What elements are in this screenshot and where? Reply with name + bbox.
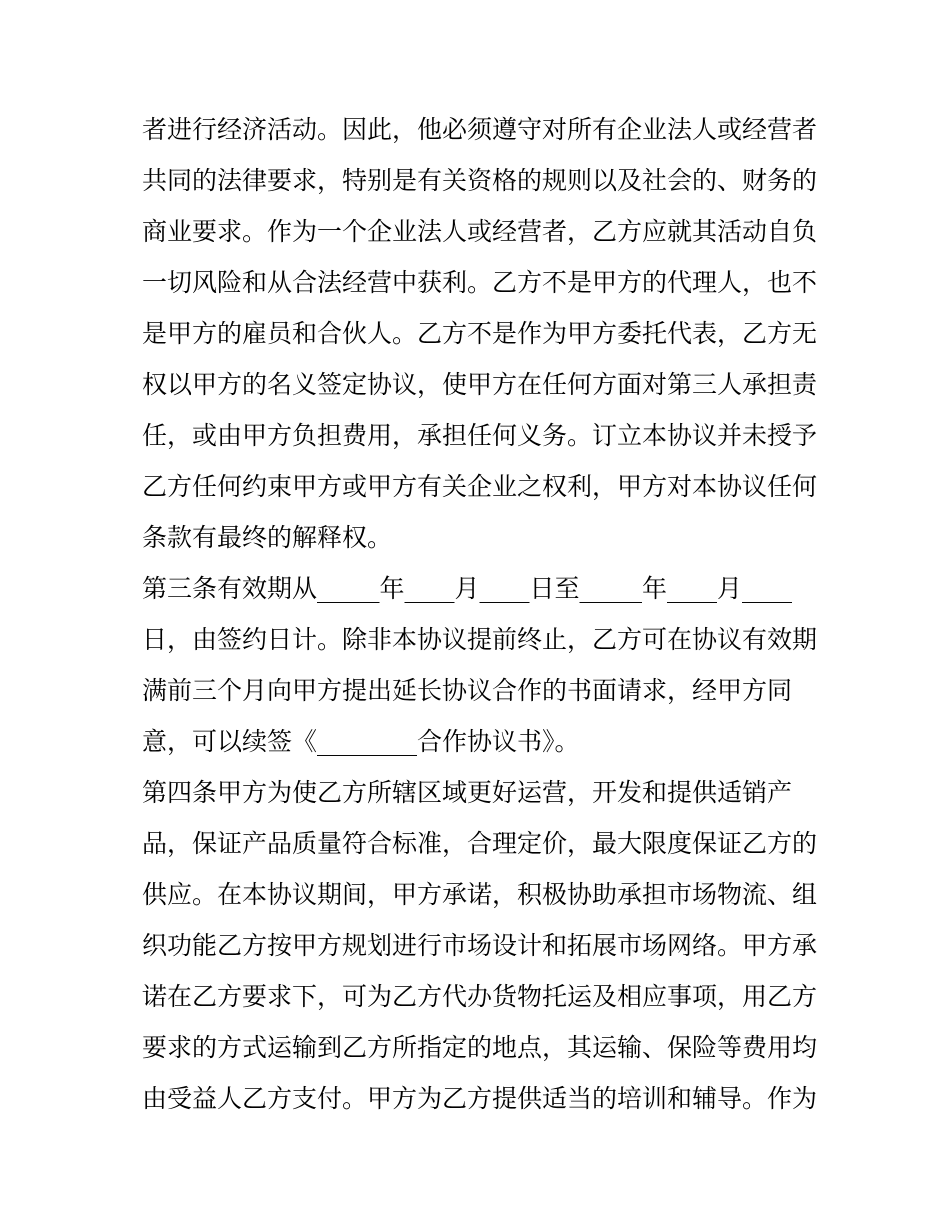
- text-line: 条款有最终的解释权。: [142, 523, 393, 552]
- text-line: 供应。在本协议期间，甲方承诺，积极协助承担市场物流、组: [142, 880, 817, 909]
- text-line: 织功能乙方按甲方规划进行市场设计和拓展市场网络。甲方承: [142, 931, 817, 960]
- text-line: 权以甲方的名义签定协议，使甲方在任何方面对第三人承担责: [142, 370, 817, 399]
- text-line: 诺在乙方要求下，可为乙方代办货物托运及相应事项，用乙方: [142, 982, 817, 1011]
- text-line: 由受益人乙方支付。甲方为乙方提供适当的培训和辅导。作为: [142, 1084, 817, 1113]
- text-line: 一切风险和从合法经营中获利。乙方不是甲方的代理人，也不: [142, 268, 817, 297]
- text-line: 任，或由甲方负担费用，承担任何义务。订立本协议并未授予: [142, 421, 817, 450]
- text-line: 满前三个月向甲方提出延长协议合作的书面请求，经甲方同: [142, 676, 793, 705]
- document-body: [142, 104, 817, 1124]
- article-3-line: 第三条有效期从_____年____月____日至_____年____月____: [142, 574, 793, 603]
- article-4-line: 第四条甲方为使乙方所辖区域更好运营，开发和提供适销产: [142, 778, 793, 807]
- text-line: 者进行经济活动。因此，他必须遵守对所有企业法人或经营者: [142, 115, 817, 144]
- text-line: 日，由签约日计。除非本协议提前终止，乙方可在协议有效期: [142, 625, 817, 654]
- text-line: 商业要求。作为一个企业法人或经营者，乙方应就其活动自负: [142, 217, 817, 246]
- text-line: 共同的法律要求，特别是有关资格的规则以及社会的、财务的: [142, 166, 817, 195]
- text-line: 乙方任何约束甲方或甲方有关企业之权利，甲方对本协议任何: [142, 472, 817, 501]
- text-line: 品，保证产品质量符合标准，合理定价，最大限度保证乙方的: [142, 829, 817, 858]
- text-line: 要求的方式运输到乙方所指定的地点，其运输、保险等费用均: [142, 1033, 817, 1062]
- text-line: 是甲方的雇员和合伙人。乙方不是作为甲方委托代表，乙方无: [142, 319, 817, 348]
- text-line: 意，可以续签《________合作协议书》。: [142, 727, 580, 756]
